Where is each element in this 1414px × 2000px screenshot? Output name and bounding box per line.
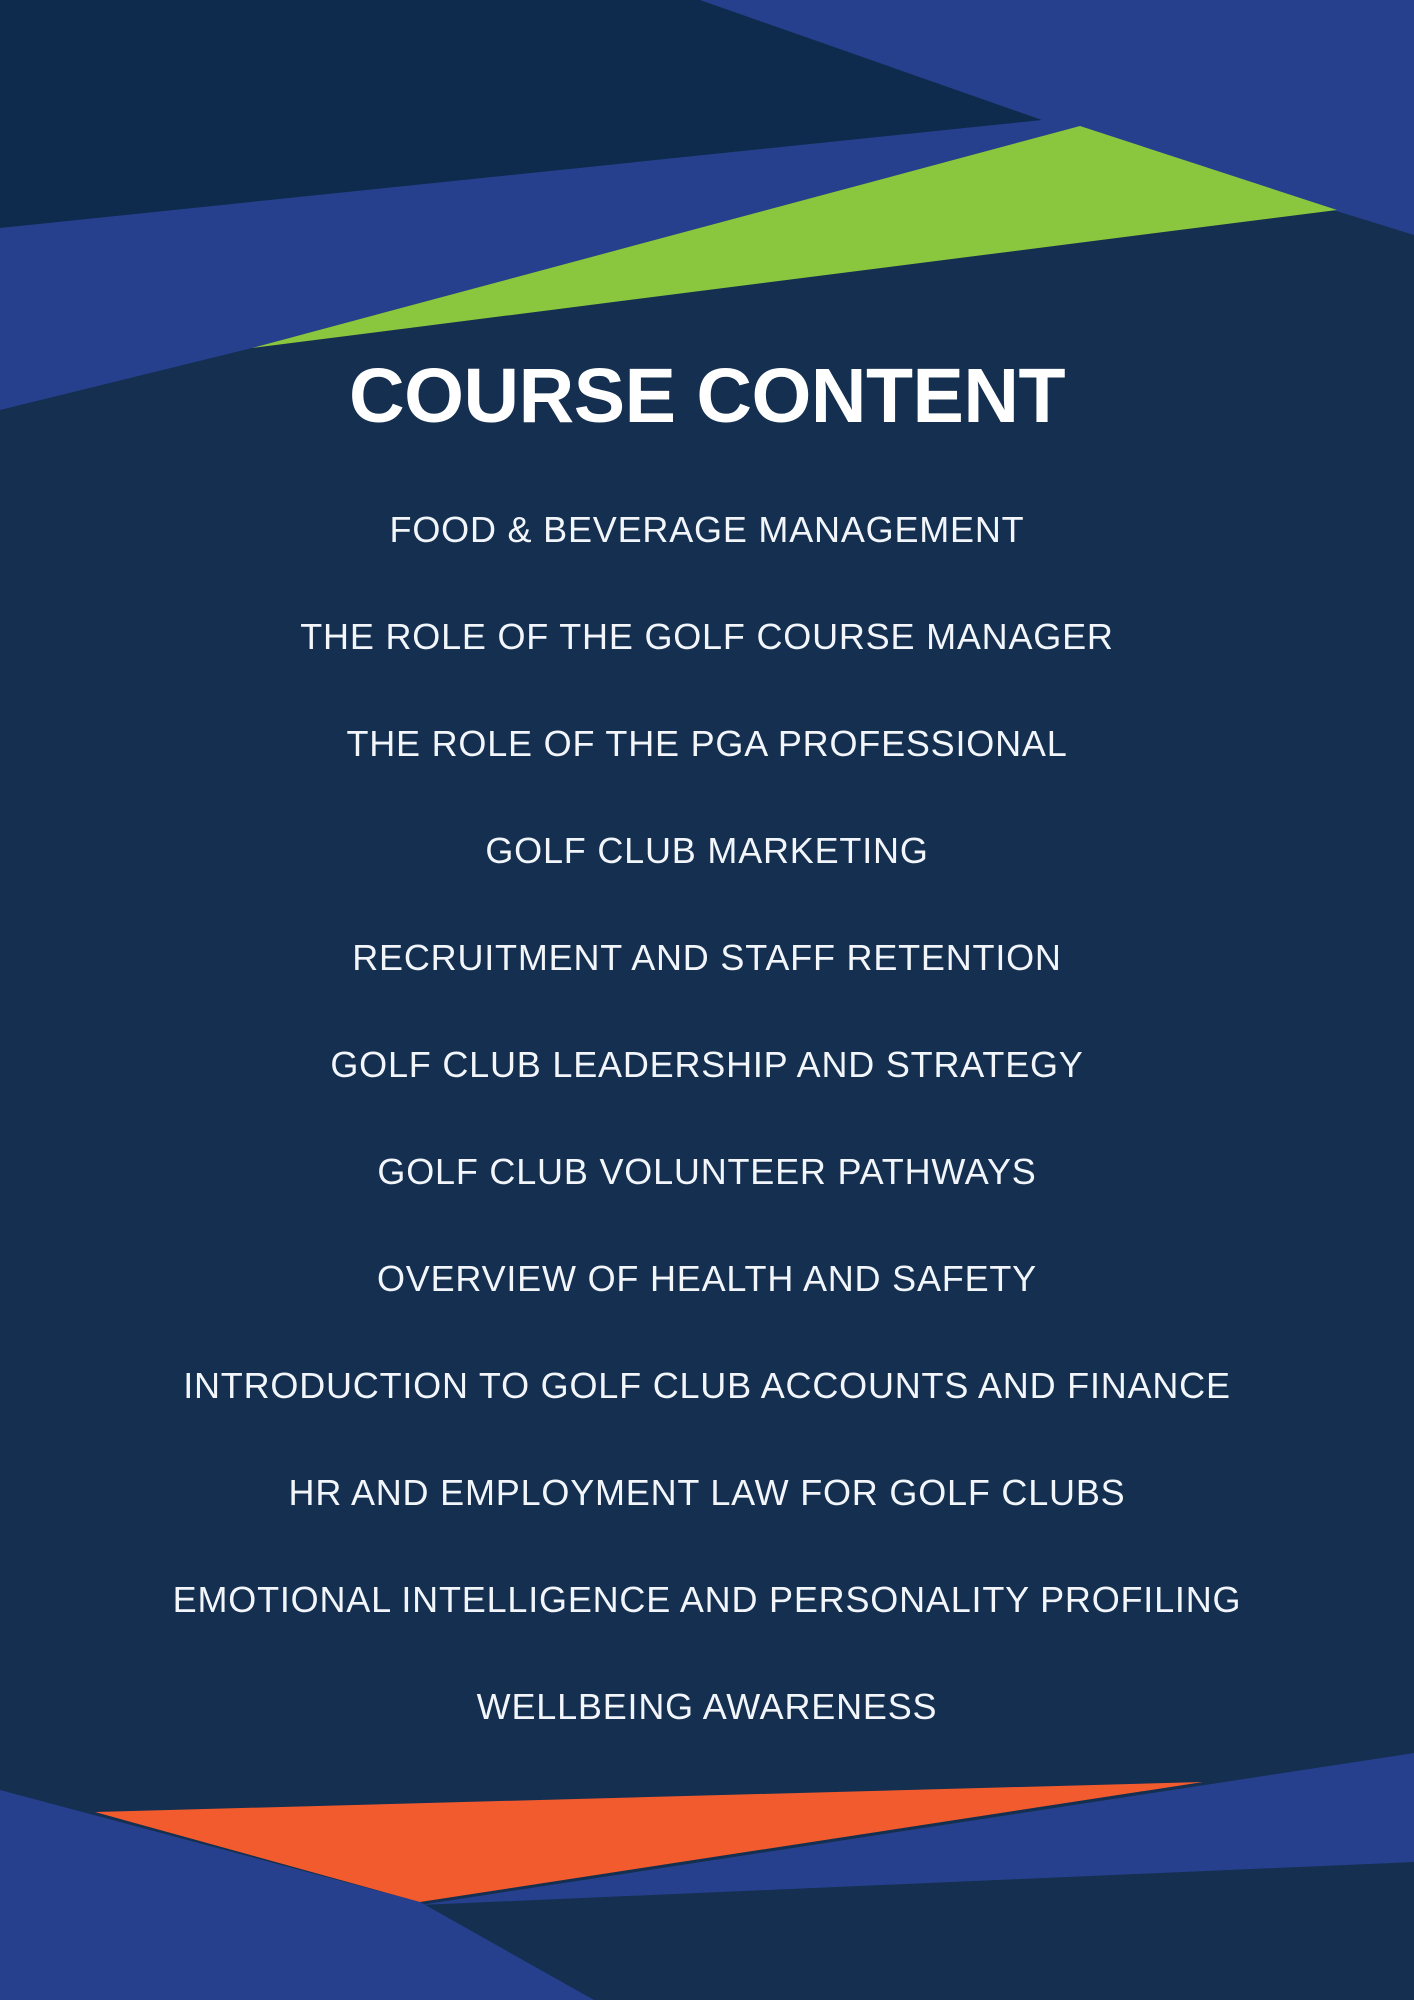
course-item: GOLF CLUB MARKETING xyxy=(485,830,929,871)
course-item: RECRUITMENT AND STAFF RETENTION xyxy=(352,937,1062,978)
course-item: THE ROLE OF THE GOLF COURSE MANAGER xyxy=(300,616,1114,657)
page-title: COURSE CONTENT xyxy=(349,353,1065,439)
course-item: HR AND EMPLOYMENT LAW FOR GOLF CLUBS xyxy=(288,1472,1126,1513)
course-item: THE ROLE OF THE PGA PROFESSIONAL xyxy=(346,723,1068,764)
course-item: WELLBEING AWARENESS xyxy=(476,1686,938,1727)
course-item: INTRODUCTION TO GOLF CLUB ACCOUNTS AND FINANCE xyxy=(183,1365,1231,1406)
course-item: FOOD & BEVERAGE MANAGEMENT xyxy=(389,509,1025,550)
course-item: OVERVIEW OF HEALTH AND SAFETY xyxy=(377,1258,1037,1299)
course-item: GOLF CLUB VOLUNTEER PATHWAYS xyxy=(377,1151,1037,1192)
course-item: GOLF CLUB LEADERSHIP AND STRATEGY xyxy=(330,1044,1084,1085)
course-list xyxy=(0,476,1414,1760)
course-item: EMOTIONAL INTELLIGENCE AND PERSONALITY PROFILING xyxy=(172,1579,1242,1620)
